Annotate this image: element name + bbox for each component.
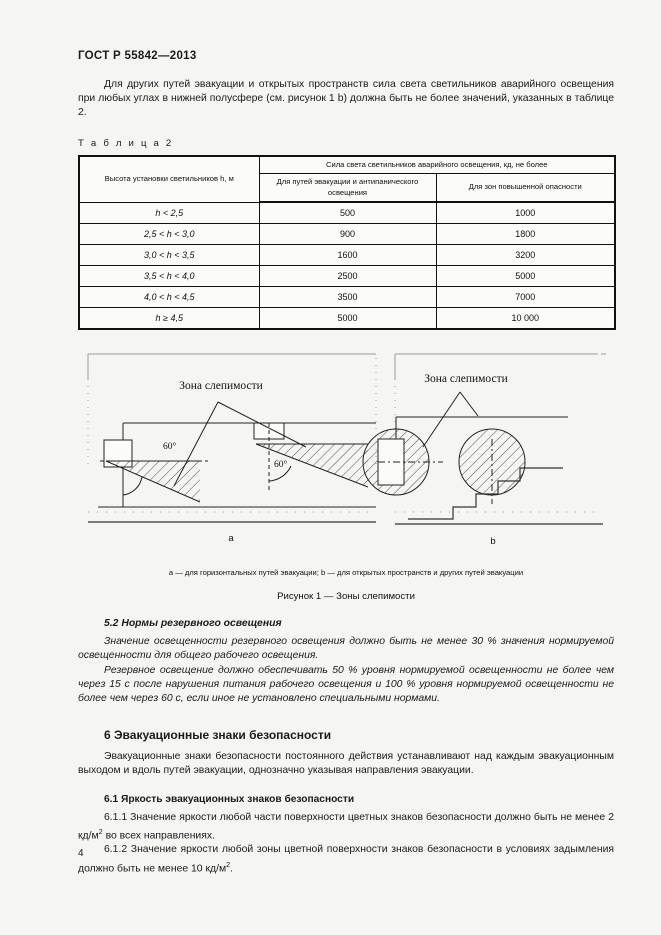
figure-1-glare-zones [78,344,614,562]
page-content [78,78,614,876]
paragraph-6-1-1 [78,811,614,844]
header-cell-group: Сила света светильников аварийного освещения, кд, не более [259,156,615,174]
figure-part-b-letter: b [490,536,496,548]
heading-5-2: 5.2 Нормы резервного освещения [104,618,282,630]
cell-evac: 500 [259,202,436,224]
cell-evac: 3500 [259,287,436,308]
table-row [79,266,615,287]
paragraph-6-intro: Эвакуационные знаки безопасности постоянного действия устанавливают над каждым эвакуационным выходом и вдоль путей эвакуации, однозначно указывая направления эвакуации. [78,751,614,777]
paragraph-5-2-2: Резервное освещение должно обеспечивать 50 % уровня нормируемой освещенности не более чем через 15 с после нарушения питания рабочего освещения и 100 % уровня нормируемой освещенности не более чем через 60 с, если иное не установлено специальными нормами. [78,664,614,704]
table-row [79,224,615,245]
cell-danger: 3200 [436,245,615,266]
cell-height: 4,0 < h < 4,5 [79,287,259,308]
cell-danger: 5000 [436,266,615,287]
angle-label-a-left: 60° [163,442,177,453]
figure-part-a-letter: a [228,533,234,545]
table-row [79,245,615,266]
page-number: 4 [78,848,84,859]
glare-zone-label-a: Зона слепимости [179,380,263,393]
standard-number-header: ГОСТ Р 55842—2013 [78,50,197,62]
figure-legend-note: a — для горизонтальных путей эвакуации; b — для открытых пространств и других путей эвакуации [168,568,524,578]
paragraph-6-1-1-pre: 6.1.1 Значение яркости любой части поверхности цветных знаков безопасности должно быть не менее 2 кд/м [78,811,614,842]
cell-evac: 900 [259,224,436,245]
cell-danger: 10 000 [436,308,615,330]
cell-height: 3,5 < h < 4,0 [79,266,259,287]
cell-danger: 7000 [436,287,615,308]
intro-paragraph: Для других путей эвакуации и открытых пространств сила света светильников аварийного освещения при любых углах в нижней полусфере (см. рисунок 1 b) должна быть не более значений, указанных в таблице 2. [78,79,614,119]
figure-1-svg [78,344,614,562]
table-head [79,156,615,203]
table-caption: Т а б л и ц а 2 [78,137,174,149]
paragraph-6-1-1-post: во всех направлениях. [102,830,215,842]
unit-superscript: 2 [98,826,103,836]
lighting-intensity-table [78,155,616,331]
header-cell-height: Высота установки светильников h, м [79,156,259,203]
paragraph-6-1-2-post: . [230,863,234,875]
table-row [79,308,615,330]
angle-label-a-right: 60° [274,460,288,471]
heading-6-1: 6.1 Яркость эвакуационных знаков безопасности [104,793,355,805]
figure-part-b-drawing [363,392,568,519]
figure-part-a-drawing [98,402,378,514]
table-row [79,287,615,308]
cell-height: h < 2,5 [79,202,259,224]
cell-danger: 1000 [436,202,615,224]
cell-danger: 1800 [436,224,615,245]
table-row [79,202,615,224]
cell-height: h ≥ 4,5 [79,308,259,330]
cell-evac: 2500 [259,266,436,287]
glare-zone-label-b: Зона слепимости [424,373,508,386]
paragraph-6-1-2 [78,843,614,876]
cell-height: 3,0 < h < 3,5 [79,245,259,266]
table-header-row-1 [79,156,615,174]
header-cell-evacuation: Для путей эвакуации и антипанического освещения [259,174,436,203]
cell-evac: 1600 [259,245,436,266]
unit-superscript: 2 [226,859,231,869]
cell-height: 2,5 < h < 3,0 [79,224,259,245]
figure-title: Рисунок 1 — Зоны слепимости [277,591,415,603]
paragraph-6-1-2-pre: 6.1.2 Значение яркости любой зоны цветной поверхности знаков безопасности в условиях задымления должно быть не менее 10 кд/м [78,844,614,875]
cell-evac: 5000 [259,308,436,330]
heading-section-6: 6 Эвакуационные знаки безопасности [104,728,332,743]
table-body [79,202,615,329]
paragraph-5-2-1: Значение освещенности резервного освещения должно быть не менее 30 % значения нормируемой освещенности для общего рабочего освещения. [78,636,614,662]
header-cell-danger: Для зон повышенной опасности [436,174,615,203]
